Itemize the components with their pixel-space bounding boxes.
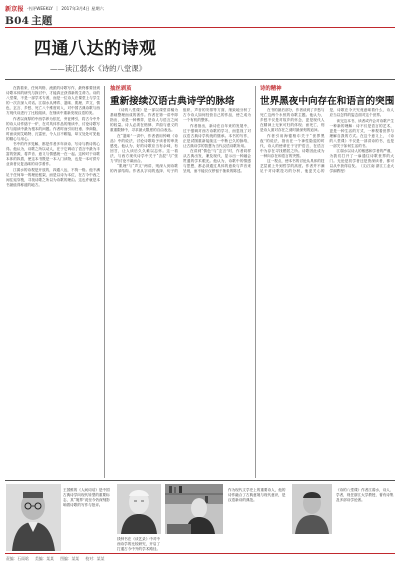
divider-photos xyxy=(5,480,395,481)
brand-sub: ·书评WEEKLY xyxy=(26,5,53,11)
credit-item: 校对：某某 xyxy=(85,556,105,561)
paragraph: 书中的许多见解，都是作者多年读诗、写诗与教诗的心得。他认为，诗歌之所以动人，在于它调动了语言中最为丰富的资源，将声音、意义与情感统一在一起。这种对于诗歌本体的执着，使这本书既是一本入门读物，也是一本可供专业读者反复品味的诗学著作。 xyxy=(6,142,100,167)
photo-caption xyxy=(63,488,113,508)
section-name: 主题 xyxy=(31,15,53,27)
divider-footer xyxy=(5,553,395,554)
column-divider xyxy=(104,86,105,478)
mid-kicker: 抽丝剥茧 xyxy=(110,86,132,92)
feature-title-block xyxy=(34,34,184,74)
portrait-image xyxy=(117,484,161,534)
paragraph: 江弱水的诗观是开放的，四通八达，不拘一格。他不满足于任何单一的理论框架，而是以诗为本位，在古今中西之间往返穿梭，寻找诗歌之所以为诗歌的理由。这也许就是本书最值得称道的地方。 xyxy=(6,168,100,188)
paragraph: 在“滋味”一讲中，作者借用钟嵘《诗品》中的说法，讨论诗歌给予读者的审美感受。他认为，好的诗歌应当有余味，有回甘，让人读后久久难以忘怀。这一看法，与西方现代诗学中关于“含混”与“张力”的讨论不谋而合。 xyxy=(110,133,178,163)
photo-poet-study xyxy=(165,484,223,534)
section-header xyxy=(5,14,395,28)
photo-elder-portrait xyxy=(117,484,161,534)
paragraph: 《诗的八堂课》是一部以课堂讲稿为基础整理而成的著作。作者在第一讲中即指出，诗是一种博弈，是诗人与语言之间的较量。诗人必须在格律、声韵与意义的重重限制中，寻求最大限度的自由表达。 xyxy=(110,108,178,133)
paragraph: 在书的最后部分，作者谈到了乡愁与死亡这两个永恒的诗歌主题。他认为，乡愁不仅是对故乡的怀念，更是现代人在精神上无家可归的体现；而死亡，则是诗人面对存在之谜时最深刻的追问。 xyxy=(260,108,325,133)
caption-text: 作为现代文学史上的重要诗人，他的诗作融合了古典意境与现代意识，是汉语新诗的典范。 xyxy=(228,488,286,502)
photo-caption xyxy=(336,488,394,503)
photo-author-portrait xyxy=(292,484,332,534)
paragraph: 江弱水以诗人的敏感和学者的严谨，为我们打开了一扇通往诗歌世界的大门。无论是初学者还是资深读者，都可以从中获得启发。（文/江南 浙江工业大学副教授） xyxy=(329,149,394,174)
credit-item: 图编：某某 xyxy=(60,556,80,561)
feature-title: 四通八达的诗观 xyxy=(34,39,157,59)
paragraph: 读完这本书，读者或许会对诗歌产生一种新的理解：诗不仅是语言的艺术，更是一种生活的方式，一种观看世界与理解自我的方式。在这个意义上，《诗的八堂课》不仅是一部讲诗的书，也是一部关于如何生活的书。 xyxy=(329,118,394,148)
paragraph: 在讲到“情色”与“玄言”时，作者同样从古典出发，兼及现代，显示出一种融会贯通的学术眼光。他认为，诗歌中的情感与思想，都必须通过具体的意象与声音来呈现，而不能仅仅停留于抽象的陈述。 xyxy=(183,149,251,174)
masthead-separator: │ xyxy=(55,6,59,11)
paragraph: 作者指出，新诗在百年来的发展中，过于强调对西方诗歌的学习，而忽视了对汉语古典诗学传统的继承。本书的写作，正是试图重新接续这一中断已久的脉络，让古典诗学的智慧为当代汉语诗歌所用。 xyxy=(183,123,251,148)
section-code: B04 xyxy=(5,14,30,27)
portrait-image xyxy=(292,484,332,534)
credit-item: 责编：石雨晗 xyxy=(6,556,29,561)
caption-text: 钱钟书在《谈艺录》中对中西诗学的比较研究，开启了打通古今中外的学术路径。 xyxy=(117,537,161,551)
portrait-image xyxy=(165,484,223,534)
feature-body xyxy=(6,86,100,474)
credit-item: 美编：某某 xyxy=(35,556,54,561)
right-article-body xyxy=(260,108,394,476)
issue-date: 2017年3月4日 星期六 xyxy=(61,5,104,11)
brand-name: 新京报 xyxy=(5,6,24,13)
column-divider xyxy=(255,86,256,478)
photo-caption xyxy=(117,537,161,552)
photo-caption xyxy=(228,488,286,503)
paragraph: “肌理”与“声文”两讲，则深入到诗歌的内部结构。作者从字词的选择、句子的组织、声音的安排等方面，细致地分析了古今诗人如何经营自己的作品，使之成为一个有机的整体。 xyxy=(110,108,251,174)
paragraph: 作者以深厚的中西学养为依托，旁征博引，将古今中外的诗人诗作熔于一炉，在对具体作品的细读中，讨论诗歌写作与阅读中最为根本的问题。作者时而引用杜甫、李商隐，时而谈到艾略特、瓦雷里，令人目不暇接，却又处处可见他的精心与用心。 xyxy=(6,116,100,141)
paragraph: 作者引用海德格尔关于“世界黑夜”的说法，指出在一个神性隐退的时代，诗人的使命在于守护语言，在语言中为存在寻找栖居之所。诗歌因此成为一种向存在和语言的突围。 xyxy=(260,133,325,158)
editor-credits xyxy=(6,556,394,563)
caption-text: 《诗的八堂课》作者江弱水，诗人、学者，现任浙江大学教授，著有诗集及多部诗学论著。 xyxy=(336,488,394,502)
right-article-title: 世界黑夜中向存在和语言的突围 xyxy=(260,96,395,107)
mid-article-body xyxy=(110,108,251,476)
paragraph: 在我看来，任何风格、流派的诗歌写作，最终都要回到诗歌本体的研究与探讨中，才能真正获得新的生命力。诗的八堂课，不是一部学术专著，而是一位诗人在课堂上与学生的一次次深入对话。江弱水从博弈、滋味、肌理、声文、情色、玄言、乡愁、死亡八个维度切入，对中国古典诗歌与西方现代诗进行了比较阅读，在细读中重新发现汉语的美。 xyxy=(6,86,100,116)
photo-scholar-portrait xyxy=(6,484,61,551)
paragraph: 这一观点，使本书的讨论从具体的技艺层面上升到哲学的高度。作者并不满足于对诗歌技巧的分析，他更关心的是，诗歌在今天究竟意味着什么，诗人应当以怎样的姿态面对这个世界。 xyxy=(260,108,394,174)
masthead xyxy=(5,3,395,14)
divider-title xyxy=(5,79,395,80)
right-kicker: 诗的精神 xyxy=(260,86,282,92)
feature-subtitle: ——读江弱水《诗的八堂课》 xyxy=(50,64,147,73)
caption-text: 王国维的《人间词话》是中国古典诗学向现代转型的重要标志，其“境界”说至今仍深刻影响着诗歌的写作与批评。 xyxy=(63,488,110,507)
mid-article-title: 重新接续汉语古典诗学的脉络 xyxy=(110,96,235,107)
portrait-image xyxy=(6,484,61,551)
